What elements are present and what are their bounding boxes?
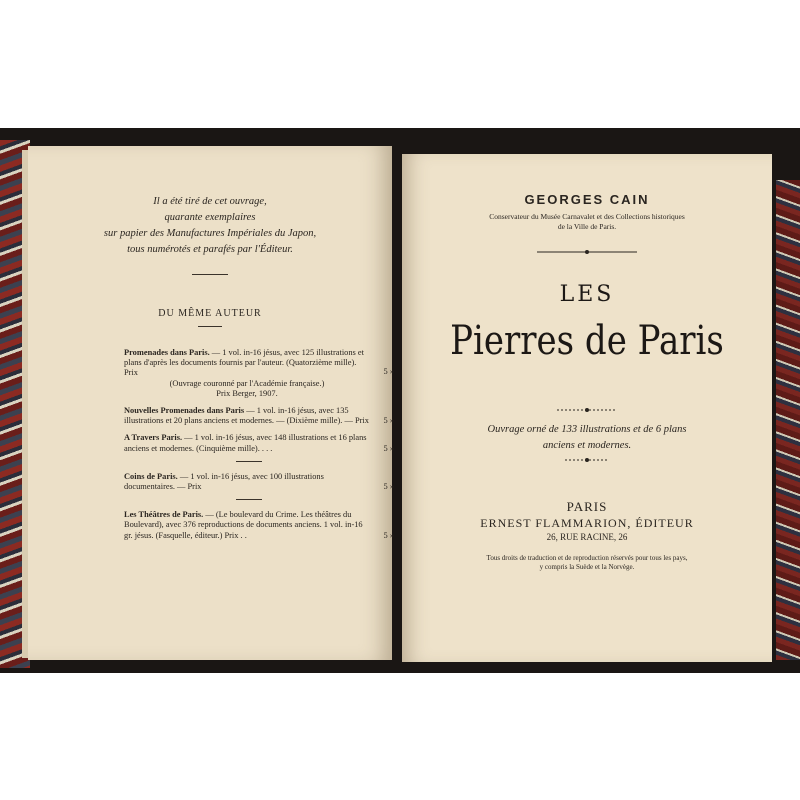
divider-rule	[236, 461, 262, 462]
entry-text: — (Le boulevard du Crime. Les théâtres du Boulevard), avec 376 reproductions de documents anciens. 1 vol. in-16 gr. jésus. (Fasquelle, éditeur.) Prix . .	[124, 510, 363, 540]
marbled-board-right	[776, 180, 800, 660]
publisher-address: 26, RUE RACINE, 26	[546, 532, 628, 542]
title-page	[402, 154, 772, 662]
title-article: LES	[559, 282, 615, 307]
entry-price: 5 »	[383, 416, 394, 426]
book-title: Pierres de Paris	[450, 318, 724, 364]
entry-price: 5 »	[383, 443, 394, 453]
left-page	[28, 146, 392, 660]
entry-text: — 1 vol. in-16 jésus, avec 148 illustrations et 16 plans anciens et modernes. (Cinquième mille). . . .	[124, 433, 367, 453]
entry-prize: Prix Berger, 1907.	[216, 388, 278, 398]
entry-title: Promenades dans Paris.	[124, 348, 210, 357]
affiliation-line: Conservateur du Musée Carnavalet et des Collections historiques	[489, 212, 685, 221]
entry-price: 5 »	[383, 482, 394, 492]
affiliation-line: de la Ville de Paris.	[557, 222, 617, 231]
entry-title: Nouvelles Promenades dans Paris	[124, 406, 245, 416]
book-subtitle	[402, 422, 772, 454]
limited-edition-note	[28, 194, 392, 258]
list-item	[124, 510, 394, 541]
rights-line: y compris la Suède et la Norvège.	[539, 563, 635, 571]
author-affiliation	[402, 212, 772, 232]
rights-notice	[402, 554, 772, 572]
subtitle-line: anciens et modernes.	[542, 440, 632, 451]
same-author-heading: DU MÊME AUTEUR	[158, 308, 262, 319]
ornament-rule-icon	[565, 456, 609, 464]
ornament-rule-icon	[557, 406, 617, 414]
note-line: Il a été tiré de cet ouvrage,	[153, 196, 267, 207]
entry-title: A Travers Paris.	[124, 433, 183, 443]
divider-rule	[192, 274, 228, 275]
note-line: quarante exemplaires	[164, 212, 256, 223]
note-line: tous numérotés et parafés par l'Éditeur.	[127, 244, 293, 255]
publication-place: PARIS	[566, 499, 608, 514]
entry-text: — 1 vol. in-16 jésus, avec 135 illustrations et 20 plans anciens et modernes. — (Dixième mille). — Prix	[124, 406, 369, 426]
entry-text: — 1 vol. in-16 jésus, avec 125 illustrations et plans d'après les documents fournis par l'auteur. (Quatorzième mille). Prix	[124, 348, 364, 378]
bibliography-list	[124, 348, 394, 548]
entry-title: Les Théâtres de Paris.	[124, 510, 204, 520]
publisher-name: ERNEST FLAMMARION, ÉDITEUR	[480, 516, 694, 530]
list-item	[124, 433, 394, 453]
list-item	[124, 348, 394, 399]
note-line: sur papier des Manufactures Impériales du Japon,	[103, 228, 317, 239]
author-name: GEORGES CAIN	[524, 192, 650, 207]
entry-award: (Ouvrage couronné par l'Académie française.)	[169, 378, 325, 388]
divider-rule	[198, 326, 222, 327]
rights-line: Tous droits de traduction et de reproduction réservés pour tous les pays,	[486, 554, 688, 562]
entry-title: Coins de Paris.	[124, 471, 178, 481]
list-item	[124, 406, 394, 426]
ornament-rule-icon	[537, 248, 637, 256]
entry-price: 5 »	[383, 366, 394, 376]
entry-price: 5 »	[383, 530, 394, 540]
list-item	[124, 471, 394, 492]
divider-rule	[236, 499, 262, 500]
subtitle-line: Ouvrage orné de 133 illustrations et de 6 plans	[487, 424, 687, 435]
entry-text: — 1 vol. in-16 jésus, avec 100 illustrations documentaires. — Prix	[124, 471, 324, 492]
